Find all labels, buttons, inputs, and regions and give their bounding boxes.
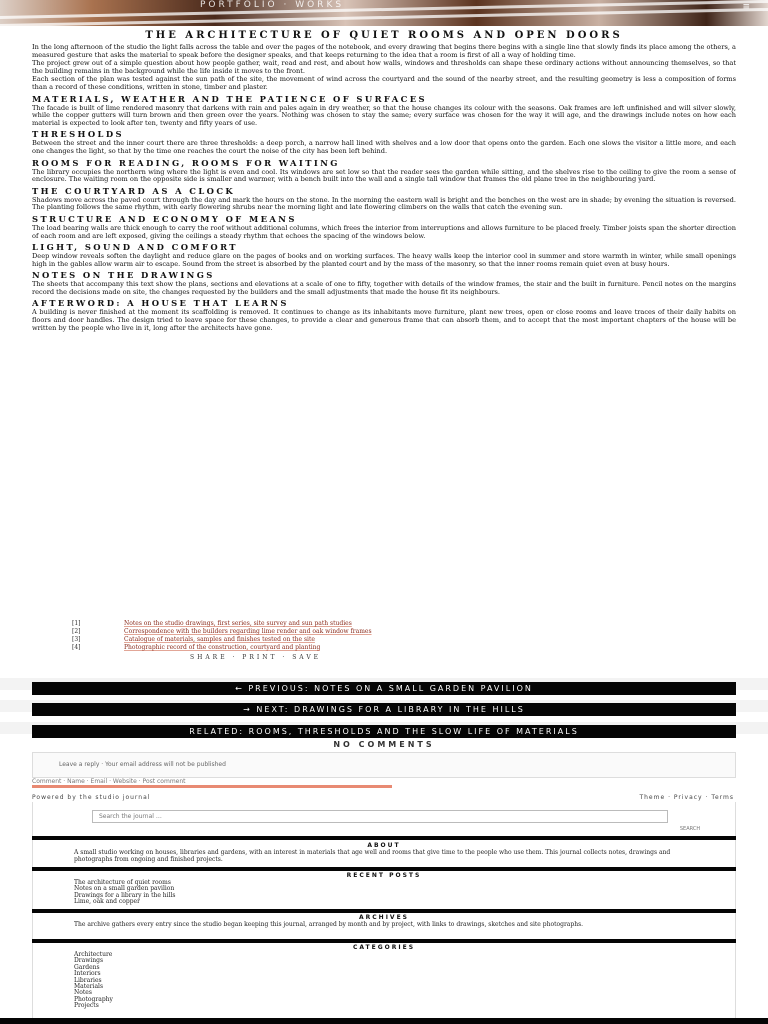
section-text: Deep window reveals soften the daylight and reduce glare on the pages of books and on working surfaces. The heavy walls keep the interior cool in summer and store warmth in winter, while small openings high in the gables allow warm air to escape. Sound from the street is absorbed by the planted court and by the mass of the masonry, so that the inner rooms remain quiet even at busy hours.: [32, 252, 736, 268]
widget-title-about: ABOUT: [367, 842, 401, 849]
section-heading: LIGHT, SOUND AND COMFORT: [32, 242, 238, 253]
section-text: The load bearing walls are thick enough to carry the roof without additional columns, which frees the interior from interruptions and allows furniture to be placed freely. Timber joists span the shorter direction of each room and are left exposed, giving the ceilings a steady rhythm that echoes the spacing of the windows below.: [32, 223, 736, 240]
section-text: The library occupies the northern wing where the light is even and cool. Its windows are set low so that the reader sees the garden while sitting, and the shelves rise to the ceiling to give the room a sense of enclosure. The waiting room on the opposite side is smaller and warmer, with a bench built into the wall and a single tall window that frames the old plane tree in the neighbouring yard.: [32, 167, 736, 184]
section-heading: ROOMS FOR READING, ROOMS FOR WAITING: [32, 157, 340, 168]
section-heading: STRUCTURE AND ECONOMY OF MEANS: [32, 213, 297, 224]
related-post-link[interactable]: RELATED: ROOMS, THRESHOLDS AND THE SLOW LIFE OF MATERIALS: [32, 725, 736, 738]
section-text: Between the street and the inner court there are three thresholds: a deep porch, a narrow hall lined with shelves and a low door that opens onto the garden. Each one slows the visitor a little more, and each one changes the light, so that by the time one reaches the court the noise of the city has been left behind.: [32, 139, 736, 155]
category-link[interactable]: Libraries: [74, 976, 102, 984]
widget-divider: [32, 867, 736, 871]
reference-link[interactable]: Photographic record of the construction, courtyard and planting: [124, 644, 321, 651]
widget-divider: [32, 939, 736, 943]
reference-item: [72, 644, 672, 652]
section-heading: THRESHOLDS: [32, 129, 124, 140]
archives-text: The archive gathers every entry since the studio began keeping this journal, arranged by month and by project, with links to drawings, sketches and site photographs.: [74, 921, 584, 928]
reference-number: [2]: [72, 628, 81, 635]
section-text: The facade is built of lime rendered masonry that darkens with rain and pales again in dry weather, so that the house changes its colour with the seasons. Oak frames are left unfinished and will silver slowly, while the copper gutters will turn brown and then green over the years. Nothing was chosen to stay the same; every surface was chosen for the way it will age, and the drawings include notes on how each material is expected to look after ten, twenty and fifty years of use.: [32, 103, 736, 127]
section-heading: AFTERWORD: A HOUSE THAT LEARNS: [32, 298, 289, 309]
about-text: A small studio working on houses, libraries and gardens, with an interest in materials that age well and rooms that give time to the people who use them. This journal collects notes, drawings and photographs from ongoing and finished projects.: [74, 849, 671, 863]
widget-title-categories: CATEGORIES: [352, 944, 416, 951]
previous-post-link[interactable]: ← PREVIOUS: NOTES ON A SMALL GARDEN PAVILION: [32, 682, 736, 695]
category-link[interactable]: Projects: [74, 1002, 99, 1010]
widget-title-archives: ARCHIVES: [359, 914, 409, 921]
reference-link[interactable]: Notes on the studio drawings, first series, site survey and sun path studies: [124, 620, 352, 627]
section-text: The sheets that accompany this text show the plans, sections and elevations at a scale of one to fifty, together with details of the window frames, the stair and the built in furniture. Pencil notes on the margins record the decisions made on site, the changes requested by the builders and the small adjustments that made the house fit its neighbours.: [32, 280, 736, 296]
widget-title-recent-posts: RECENT POSTS: [346, 872, 422, 879]
comment-accent-rule: [32, 785, 392, 788]
footer-links[interactable]: Theme · Privacy · Terms: [639, 794, 734, 801]
share-links[interactable]: SHARE · PRINT · SAVE: [190, 654, 322, 661]
section-heading: MATERIALS, WEATHER AND THE PATIENCE OF SURFACES: [32, 93, 427, 104]
category-link[interactable]: Photography: [74, 995, 113, 1003]
comment-textarea[interactable]: Leave a reply · Your email address will not be published: [32, 752, 736, 778]
reference-number: [3]: [72, 636, 81, 643]
category-link[interactable]: Gardens: [74, 963, 100, 971]
section-text: Shadows move across the paved court through the day and mark the hours on the stone. In the morning the eastern wall is bright and the benches on the west are in shade; by evening the situation is reversed. The planting follows the same rhythm, with early flowering shrubs near the morning light and late flowering climbers on the walls that catch the evening sun.: [32, 195, 736, 212]
category-link[interactable]: Interiors: [74, 970, 101, 978]
recent-post-link[interactable]: Drawings for a library in the hills: [74, 891, 176, 899]
category-link[interactable]: Architecture: [74, 951, 113, 958]
reference-number: [4]: [72, 644, 81, 651]
widget-divider: [32, 836, 736, 840]
article-body: [32, 30, 736, 618]
categories-list: [74, 952, 374, 1010]
widget-divider: [32, 909, 736, 913]
footer-credit: Powered by the studio journal: [32, 794, 151, 801]
recent-post-link[interactable]: Notes on a small garden pavilion: [74, 885, 175, 893]
comments-heading: NO COMMENTS: [333, 740, 435, 749]
section-heading: THE COURTYARD AS A CLOCK: [32, 185, 236, 196]
article-paragraph: Each section of the plan was tested against the sun path of the site, the movement of wind across the courtyard and the sound of the nearby street, and the resulting geometry is less a composition of forms than a record of these conditions, written in stone, timber and plaster.: [32, 75, 736, 91]
category-link[interactable]: Drawings: [74, 957, 104, 965]
footer-bar: [0, 1018, 768, 1024]
header-banner: [0, 0, 768, 26]
category-link[interactable]: Materials: [74, 983, 104, 991]
article-paragraph: The project grew out of a simple question about how people gather, wait, read and rest, and about how walls, windows and thresholds can shape these ordinary actions without announcing themselves, so that the building remains in the background while the life inside it moves to the front.: [32, 59, 736, 75]
reference-number: [1]: [72, 620, 81, 627]
reference-item: [72, 620, 672, 628]
search-button[interactable]: SEARCH: [679, 826, 701, 832]
search-input[interactable]: Search the journal …: [92, 810, 668, 823]
article-title: THE ARCHITECTURE OF QUIET ROOMS AND OPEN DOORS: [145, 30, 623, 41]
recent-posts-list: [74, 880, 374, 906]
recent-post-link[interactable]: The architecture of quiet rooms: [74, 879, 171, 886]
comment-form-fields[interactable]: Comment · Name · Email · Website · Post comment: [32, 778, 186, 785]
recent-post-link[interactable]: Lime, oak and copper: [74, 898, 140, 906]
site-title[interactable]: PORTFOLIO · WORKS: [200, 0, 345, 10]
section-heading: NOTES ON THE DRAWINGS: [32, 270, 215, 281]
article-paragraph: In the long afternoon of the studio the light falls across the table and over the pages of the notebook, and every drawing that begins there begins with a single line that slowly finds its place among the others, a measured gesture that asks the material to speak before the designer speaks, and that keeps returning to the idea that a room is first of all a way of holding time.: [32, 43, 736, 59]
reference-item: [72, 636, 672, 644]
menu-icon[interactable]: ≡: [742, 2, 750, 12]
category-link[interactable]: Notes: [74, 989, 92, 997]
reference-link[interactable]: Correspondence with the builders regarding lime render and oak window frames: [124, 628, 372, 635]
reference-link[interactable]: Catalogue of materials, samples and finishes tested on the site: [124, 636, 315, 643]
references-list: [72, 620, 672, 664]
reference-item: [72, 628, 672, 636]
next-post-link[interactable]: → NEXT: DRAWINGS FOR A LIBRARY IN THE HILLS: [32, 703, 736, 716]
section-text: A building is never finished at the moment its scaffolding is removed. It continues to change as its inhabitants move furniture, plant new trees, open or close rooms and leave traces of their daily habits on floors and door handles. The design tried to leave space for these changes, to provide a clear and generous frame that can absorb them, and to accept that the most important chapters of the house will be written by the people who live in it, long after the architects have gone.: [32, 308, 736, 332]
